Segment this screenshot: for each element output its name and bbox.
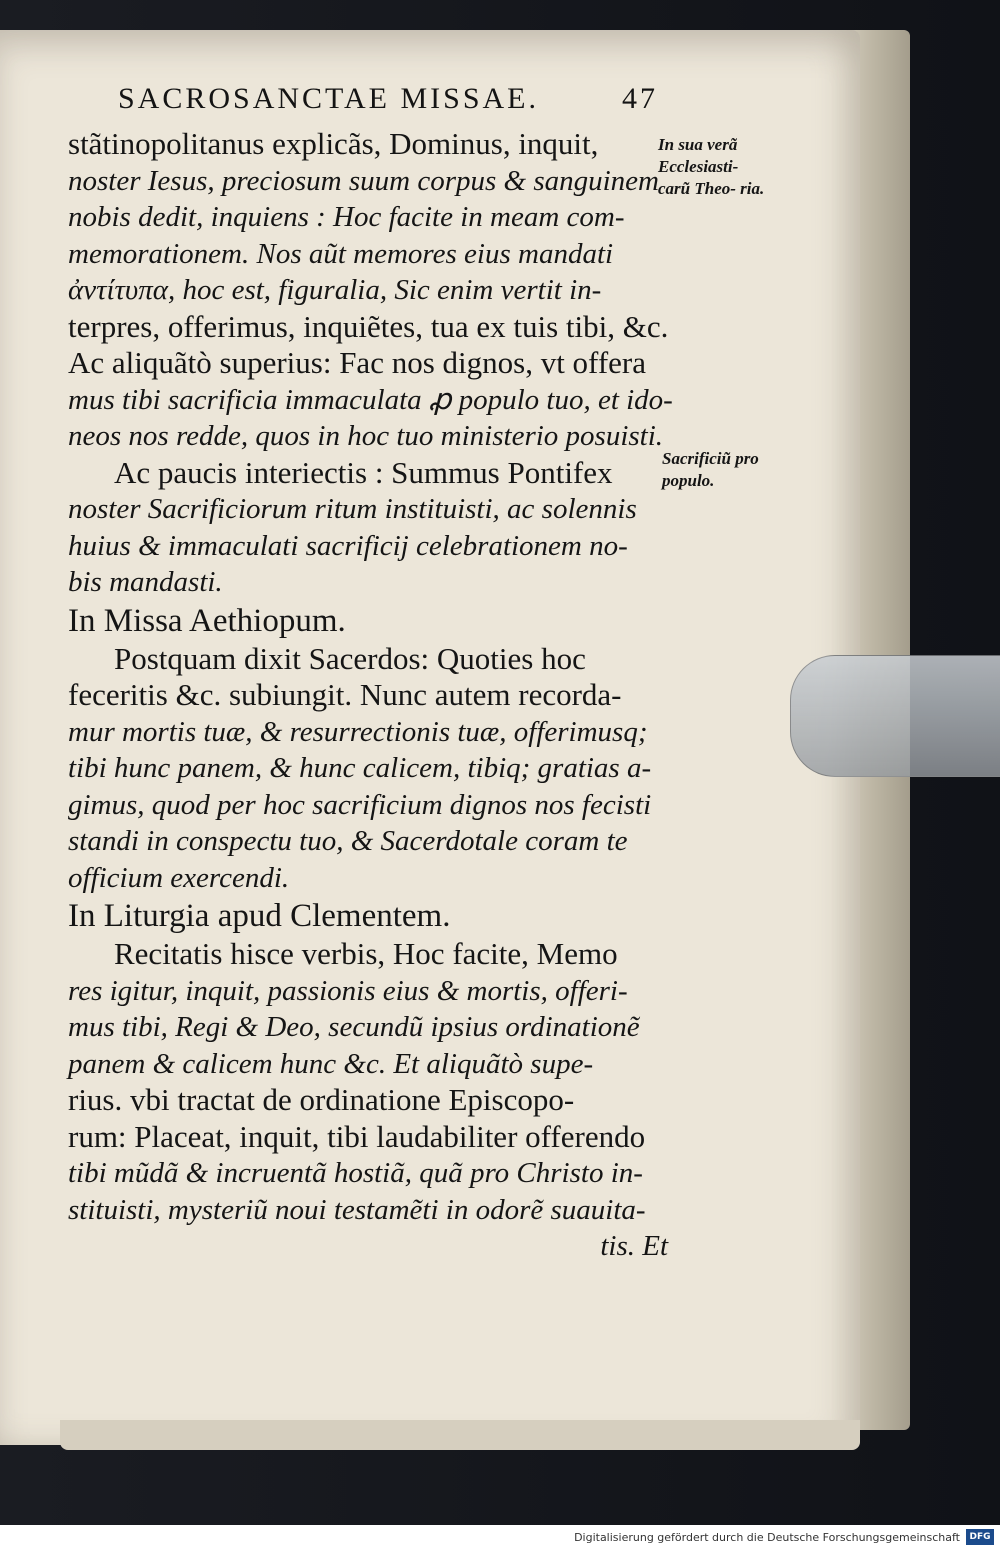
text-line: Ac aliquãtò superius: Fac nos dignos, vt offera: [68, 345, 646, 380]
text-line: tibi hunc panem, & hunc calicem, tibiq; gratias a-: [68, 752, 652, 784]
page-lower-edge: [60, 1420, 860, 1450]
text-line: huius & immaculati sacrificij celebrationem no-: [68, 529, 628, 562]
text-line: Ac paucis interiectis : Summus Pontifex: [114, 454, 613, 490]
text-line: Recitatis hisce verbis, Hoc facite, Memo: [114, 936, 618, 971]
text-line: Postquam dixit Sacerdos: Quoties hoc: [114, 640, 586, 676]
text-line: rum: Placeat, inquit, tibi laudabiliter offerendo: [68, 1118, 646, 1154]
text-line: nobis dedit, inquiens : Hoc facite in meam com-: [68, 201, 625, 233]
text-line: feceritis &c. subiungit. Nunc autem recorda-: [68, 677, 622, 712]
running-head: [118, 82, 658, 122]
page-number: 47: [622, 82, 658, 115]
text-line: panem & calicem hunc &c. Et aliquãtò supe-: [68, 1047, 594, 1080]
text-line: stãtinopolitanus explicãs, Dominus, inquit,: [68, 126, 599, 161]
catchword-line: tis. Et: [600, 1230, 668, 1262]
text-line: noster Iesus, preciosum suum corpus & sanguinem: [68, 164, 659, 197]
text-line: officium exercendi.: [68, 861, 290, 894]
text-line: standi in conspectu tuo, & Sacerdotale coram te: [68, 825, 628, 857]
text-line: tibi mũdã & incruentã hostiã, quã pro Christo in-: [68, 1157, 643, 1189]
text-line: ἀντίτυπα, hoc est, figuralia, Sic enim vertit in-: [68, 274, 602, 306]
text-line: rius. vbi tractat de ordinatione Episcopo-: [68, 1082, 575, 1117]
running-head-title: SACROSANCTAE MISSAE.: [118, 82, 539, 115]
text-line: neos nos redde, quos in hoc tuo ministerio posuisti.: [68, 420, 664, 452]
text-line: noster Sacrificiorum ritum instituisti, ac solennis: [68, 493, 637, 525]
text-line: terpres, offerimus, inquiẽtes, tua ex tuis tibi, &c.: [68, 308, 669, 344]
text-line: bis mandasti.: [68, 566, 223, 598]
section-heading: In Liturgia apud Clementem.: [68, 898, 451, 934]
body-text: [68, 126, 673, 1265]
margin-note: Sacrificiũ pro populo.: [662, 449, 759, 490]
dfg-logo: DFG: [966, 1529, 994, 1545]
margin-note: In sua verã Ecclesiasti- carũ Theo- ria.: [658, 135, 765, 198]
page-clip: [790, 655, 1000, 777]
text-line: mus tibi sacrificia immaculata ꝓ populo tuo, et ido-: [68, 383, 673, 416]
section-heading: In Missa Aethiopum.: [68, 602, 346, 639]
text-line: memorationem. Nos aũt memores eius mandati: [68, 237, 614, 270]
footer-bar: [0, 1525, 1000, 1550]
text-line: mur mortis tuæ, & resurrectionis tuæ, offerimusq;: [68, 715, 648, 748]
text-line: mus tibi, Regi & Deo, secundũ ipsius ordinationẽ: [68, 1011, 640, 1043]
text-line: stituisti, mysteriũ noui testamẽti in odorẽ suauita-: [68, 1193, 646, 1226]
text-line: gimus, quod per hoc sacrificium dignos nos fecisti: [68, 788, 652, 821]
digitization-credit: Digitalisierung gefördert durch die Deutsche Forschungsgemeinschaft: [574, 1531, 960, 1544]
text-line: res igitur, inquit, passionis eius & mortis, offeri-: [68, 974, 628, 1007]
